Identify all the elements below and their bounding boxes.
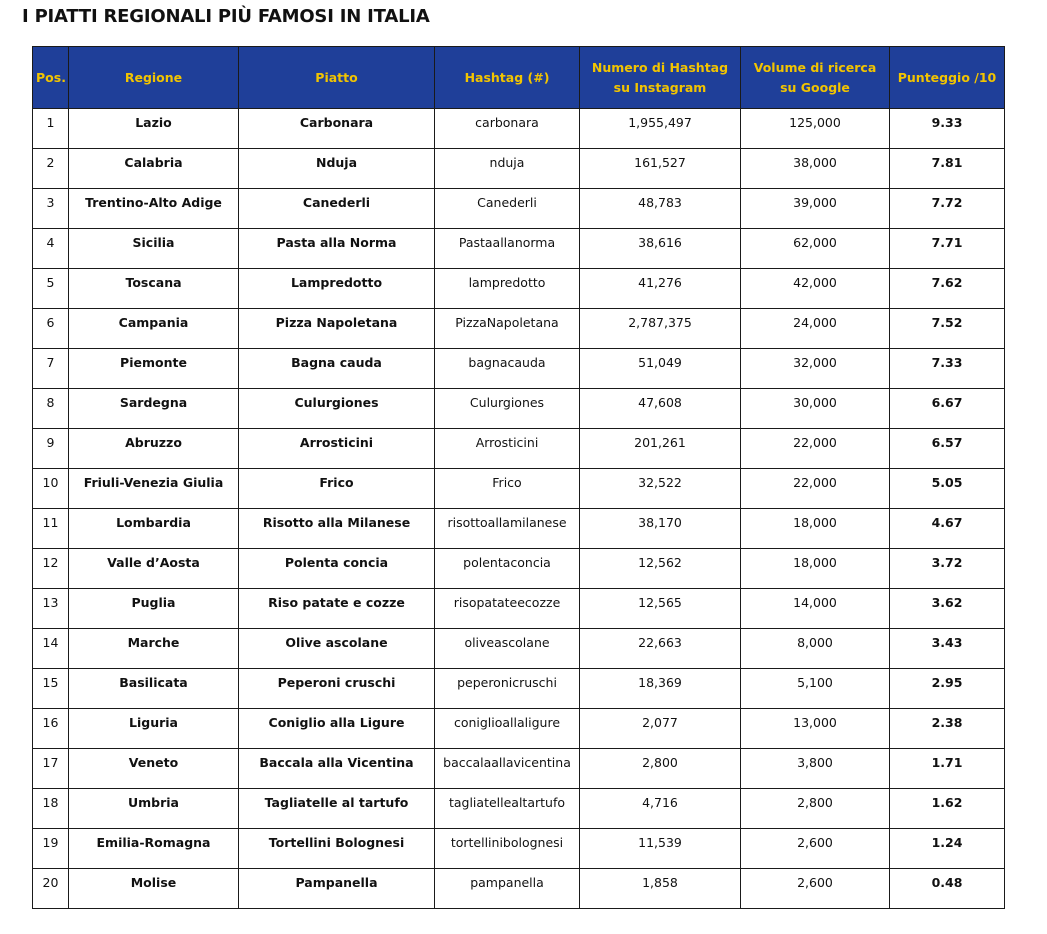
dish-cell: Olive ascolane [239,629,435,669]
google-volume-cell: 22,000 [741,469,890,509]
region-cell: Valle d’Aosta [69,549,239,589]
dish-cell: Lampredotto [239,269,435,309]
google-volume-cell: 38,000 [741,149,890,189]
instagram-count-cell: 1,858 [580,869,741,909]
dish-cell: Pampanella [239,869,435,909]
ranking-table [32,46,1005,909]
region-cell: Piemonte [69,349,239,389]
table-row [33,269,1005,309]
score-cell: 7.71 [890,229,1005,269]
dish-cell: Tortellini Bolognesi [239,829,435,869]
hashtag-cell: Canederli [435,189,580,229]
table-row [33,189,1005,229]
position-cell: 11 [33,509,69,549]
hashtag-cell: polentaconcia [435,549,580,589]
table-row [33,869,1005,909]
dish-cell: Arrosticini [239,429,435,469]
hashtag-cell: oliveascolane [435,629,580,669]
region-cell: Toscana [69,269,239,309]
position-cell: 2 [33,149,69,189]
google-volume-cell: 42,000 [741,269,890,309]
region-cell: Molise [69,869,239,909]
hashtag-cell: tortellinibolognesi [435,829,580,869]
score-cell: 7.52 [890,309,1005,349]
region-cell: Lazio [69,109,239,149]
google-volume-cell: 5,100 [741,669,890,709]
score-cell: 6.57 [890,429,1005,469]
instagram-count-cell: 41,276 [580,269,741,309]
table-row [33,469,1005,509]
region-cell: Basilicata [69,669,239,709]
hashtag-cell: PizzaNapoletana [435,309,580,349]
position-cell: 17 [33,749,69,789]
dish-cell: Baccala alla Vicentina [239,749,435,789]
google-volume-cell: 18,000 [741,509,890,549]
score-cell: 7.81 [890,149,1005,189]
table-row [33,509,1005,549]
score-cell: 6.67 [890,389,1005,429]
position-cell: 13 [33,589,69,629]
hashtag-cell: Pastaallanorma [435,229,580,269]
hashtag-cell: peperonicruschi [435,669,580,709]
position-cell: 6 [33,309,69,349]
table-row [33,389,1005,429]
position-cell: 14 [33,629,69,669]
instagram-count-cell: 2,787,375 [580,309,741,349]
dish-cell: Risotto alla Milanese [239,509,435,549]
score-cell: 0.48 [890,869,1005,909]
dish-cell: Riso patate e cozze [239,589,435,629]
hashtag-cell: baccalaallavicentina [435,749,580,789]
google-volume-cell: 30,000 [741,389,890,429]
column-header-position: Pos. [33,47,69,109]
score-cell: 9.33 [890,109,1005,149]
table-row [33,589,1005,629]
google-volume-cell: 2,600 [741,829,890,869]
dish-cell: Tagliatelle al tartufo [239,789,435,829]
table-row [33,789,1005,829]
google-volume-cell: 125,000 [741,109,890,149]
dish-cell: Polenta concia [239,549,435,589]
instagram-count-cell: 48,783 [580,189,741,229]
region-cell: Sardegna [69,389,239,429]
dish-cell: Canederli [239,189,435,229]
region-cell: Puglia [69,589,239,629]
region-cell: Calabria [69,149,239,189]
table-row [33,709,1005,749]
instagram-count-cell: 32,522 [580,469,741,509]
instagram-count-cell: 11,539 [580,829,741,869]
position-cell: 19 [33,829,69,869]
instagram-count-cell: 4,716 [580,789,741,829]
region-cell: Veneto [69,749,239,789]
region-cell: Liguria [69,709,239,749]
position-cell: 4 [33,229,69,269]
table-row [33,549,1005,589]
google-volume-cell: 22,000 [741,429,890,469]
region-cell: Trentino-Alto Adige [69,189,239,229]
score-cell: 1.24 [890,829,1005,869]
google-volume-cell: 18,000 [741,549,890,589]
hashtag-cell: risottoallamilanese [435,509,580,549]
instagram-count-cell: 47,608 [580,389,741,429]
instagram-count-cell: 201,261 [580,429,741,469]
region-cell: Abruzzo [69,429,239,469]
score-cell: 4.67 [890,509,1005,549]
google-volume-cell: 13,000 [741,709,890,749]
google-volume-cell: 24,000 [741,309,890,349]
column-header-score: Punteggio /10 [890,47,1005,109]
dish-cell: Frico [239,469,435,509]
table-row [33,349,1005,389]
position-cell: 12 [33,549,69,589]
dish-cell: Culurgiones [239,389,435,429]
table-row [33,669,1005,709]
column-header-region: Regione [69,47,239,109]
hashtag-cell: tagliatellealtartufo [435,789,580,829]
google-volume-cell: 2,600 [741,869,890,909]
position-cell: 1 [33,109,69,149]
region-cell: Sicilia [69,229,239,269]
position-cell: 18 [33,789,69,829]
dish-cell: Peperoni cruschi [239,669,435,709]
region-cell: Campania [69,309,239,349]
google-volume-cell: 2,800 [741,789,890,829]
instagram-count-cell: 51,049 [580,349,741,389]
position-cell: 8 [33,389,69,429]
hashtag-cell: coniglioallaligure [435,709,580,749]
table-row [33,749,1005,789]
region-cell: Lombardia [69,509,239,549]
dish-cell: Pizza Napoletana [239,309,435,349]
table-row [33,229,1005,269]
column-header-google-volume: Volume di ricerca su Google [741,47,890,109]
hashtag-cell: Arrosticini [435,429,580,469]
region-cell: Friuli-Venezia Giulia [69,469,239,509]
score-cell: 3.62 [890,589,1005,629]
instagram-count-cell: 12,565 [580,589,741,629]
hashtag-cell: carbonara [435,109,580,149]
instagram-count-cell: 18,369 [580,669,741,709]
position-cell: 16 [33,709,69,749]
position-cell: 7 [33,349,69,389]
instagram-count-cell: 38,616 [580,229,741,269]
google-volume-cell: 8,000 [741,629,890,669]
instagram-count-cell: 38,170 [580,509,741,549]
position-cell: 15 [33,669,69,709]
table-row [33,149,1005,189]
google-volume-cell: 3,800 [741,749,890,789]
column-header-hashtag: Hashtag (#) [435,47,580,109]
score-cell: 1.62 [890,789,1005,829]
table-row [33,109,1005,149]
dish-cell: Bagna cauda [239,349,435,389]
score-cell: 7.33 [890,349,1005,389]
position-cell: 5 [33,269,69,309]
google-volume-cell: 32,000 [741,349,890,389]
score-cell: 7.72 [890,189,1005,229]
instagram-count-cell: 161,527 [580,149,741,189]
dish-cell: Carbonara [239,109,435,149]
instagram-count-cell: 22,663 [580,629,741,669]
position-cell: 20 [33,869,69,909]
region-cell: Emilia-Romagna [69,829,239,869]
hashtag-cell: pampanella [435,869,580,909]
hashtag-cell: Culurgiones [435,389,580,429]
score-cell: 1.71 [890,749,1005,789]
google-volume-cell: 14,000 [741,589,890,629]
hashtag-cell: risopatateecozze [435,589,580,629]
hashtag-cell: bagnacauda [435,349,580,389]
google-volume-cell: 62,000 [741,229,890,269]
column-header-instagram-count: Numero di Hashtag su Instagram [580,47,741,109]
page-title: I PIATTI REGIONALI PIÙ FAMOSI IN ITALIA [22,6,430,27]
dish-cell: Nduja [239,149,435,189]
hashtag-cell: lampredotto [435,269,580,309]
hashtag-cell: nduja [435,149,580,189]
instagram-count-cell: 1,955,497 [580,109,741,149]
instagram-count-cell: 12,562 [580,549,741,589]
dish-cell: Pasta alla Norma [239,229,435,269]
region-cell: Umbria [69,789,239,829]
region-cell: Marche [69,629,239,669]
position-cell: 9 [33,429,69,469]
score-cell: 2.38 [890,709,1005,749]
column-header-dish: Piatto [239,47,435,109]
dish-cell: Coniglio alla Ligure [239,709,435,749]
score-cell: 7.62 [890,269,1005,309]
score-cell: 5.05 [890,469,1005,509]
instagram-count-cell: 2,800 [580,749,741,789]
position-cell: 3 [33,189,69,229]
score-cell: 3.43 [890,629,1005,669]
google-volume-cell: 39,000 [741,189,890,229]
position-cell: 10 [33,469,69,509]
table-row [33,429,1005,469]
score-cell: 2.95 [890,669,1005,709]
table-body [33,109,1005,909]
table-row [33,309,1005,349]
score-cell: 3.72 [890,549,1005,589]
table-header-row [33,47,1005,109]
instagram-count-cell: 2,077 [580,709,741,749]
table-row [33,629,1005,669]
hashtag-cell: Frico [435,469,580,509]
table-row [33,829,1005,869]
